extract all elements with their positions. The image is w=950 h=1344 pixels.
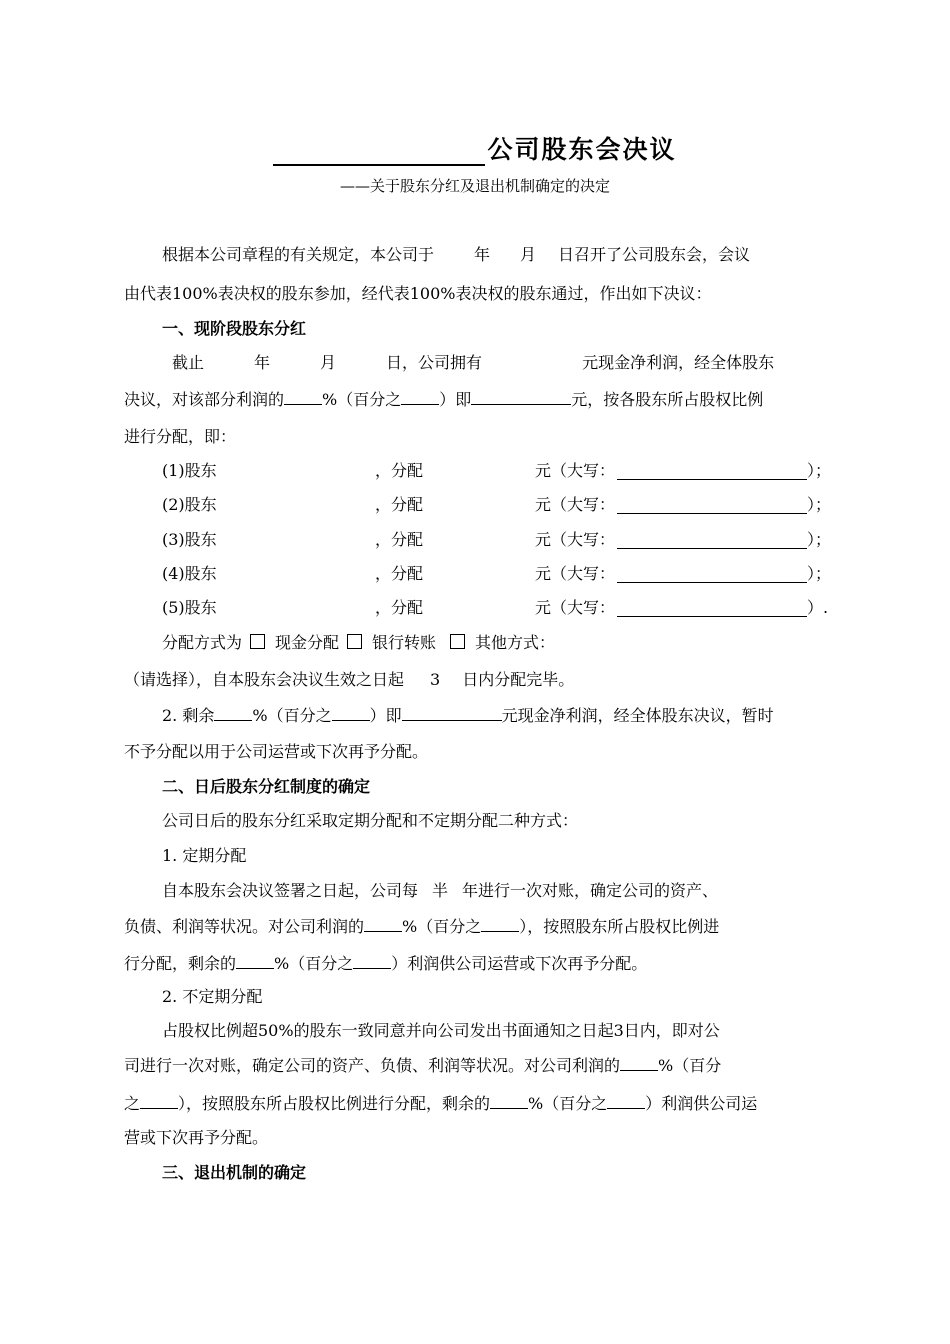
- company-name-blank[interactable]: [273, 140, 485, 166]
- shareholder-row: (1)股东 ，分配 元（大写： ）；: [162, 461, 832, 480]
- remaining-line-1: 2. 剩余 %（百分之 ）即 元现金净利润，经全体股东决议，暂时: [162, 706, 774, 725]
- s2-b-line-1: 占股权比例超50%的股东一致同意并向公司发出书面通知之日起3日内，即对公: [162, 1021, 720, 1040]
- s1-line-2: 决议，对该部分利润的 %（百分之 ）即 元，按各股东所占股权比例: [124, 390, 764, 409]
- intro-line-2: 由代表100%表决权的股东参加，经代表100%表决权的股东通过，作出如下决议：: [124, 284, 712, 303]
- s2-a-line-1: 自本股东会决议签署之日起，公司每 半 年进行一次对账，确定公司的资产、: [162, 881, 719, 900]
- shareholder-row: (5)股东 ，分配 元（大写： ）.: [162, 598, 829, 617]
- payment-method-line: 分配方式为 现金分配 银行转账 其他方式：: [162, 633, 556, 652]
- section-2-heading: 二、日后股东分红制度的确定: [162, 777, 371, 796]
- s2-intro: 公司日后的股东分红采取定期分配和不定期分配二种方式：: [162, 811, 579, 830]
- intro-line-1: 根据本公司章程的有关规定，本公司于 年 月 日召开了公司股东会，会议: [162, 245, 751, 264]
- shareholder-row: (3)股东 ，分配 元（大写： ）；: [162, 530, 832, 549]
- section-3-heading: 三、退出机制的确定: [162, 1163, 307, 1182]
- other-method-checkbox[interactable]: [450, 634, 465, 649]
- subtitle: ——关于股东分红及退出机制确定的决定: [339, 177, 610, 195]
- s2-a-line-2: 负债、利润等状况。对公司利润的 %（百分之 ），按照股东所占股权比例进: [124, 917, 720, 936]
- s2-b-line-2: 司进行一次对账，确定公司的资产、负债、利润等状况。对公司利润的 %（百分: [124, 1056, 722, 1075]
- s1-line-1: 截止 年 月 日，公司拥有 元现金净利润，经全体股东: [172, 353, 775, 372]
- cash-checkbox[interactable]: [250, 634, 265, 649]
- shareholder-row: (2)股东 ，分配 元（大写： ）；: [162, 495, 832, 514]
- s2-sub-1: 1. 定期分配: [162, 846, 247, 865]
- s2-a-line-3: 行分配，剩余的 %（百分之 ）利润供公司运营或下次再予分配。: [124, 954, 648, 973]
- bank-transfer-checkbox[interactable]: [347, 634, 362, 649]
- remaining-line-2: 不予分配以用于公司运营或下次再予分配。: [124, 742, 429, 761]
- s2-b-line-3: 之 ），按照股东所占股权比例进行分配，剩余的 %（百分之 ）利润供公司运: [124, 1094, 758, 1113]
- section-1-heading: 一、现阶段股东分红: [162, 319, 307, 338]
- select-line: （请选择），自本股东会决议生效之日起 3 日内分配完毕。: [124, 670, 575, 689]
- s2-b-line-4: 营或下次再予分配。: [124, 1128, 269, 1147]
- page-title: 公司股东会决议: [0, 134, 950, 166]
- s2-sub-2: 2. 不定期分配: [162, 987, 263, 1006]
- s1-line-3: 进行分配，即：: [124, 427, 237, 446]
- shareholder-row: (4)股东 ，分配 元（大写： ）；: [162, 564, 832, 583]
